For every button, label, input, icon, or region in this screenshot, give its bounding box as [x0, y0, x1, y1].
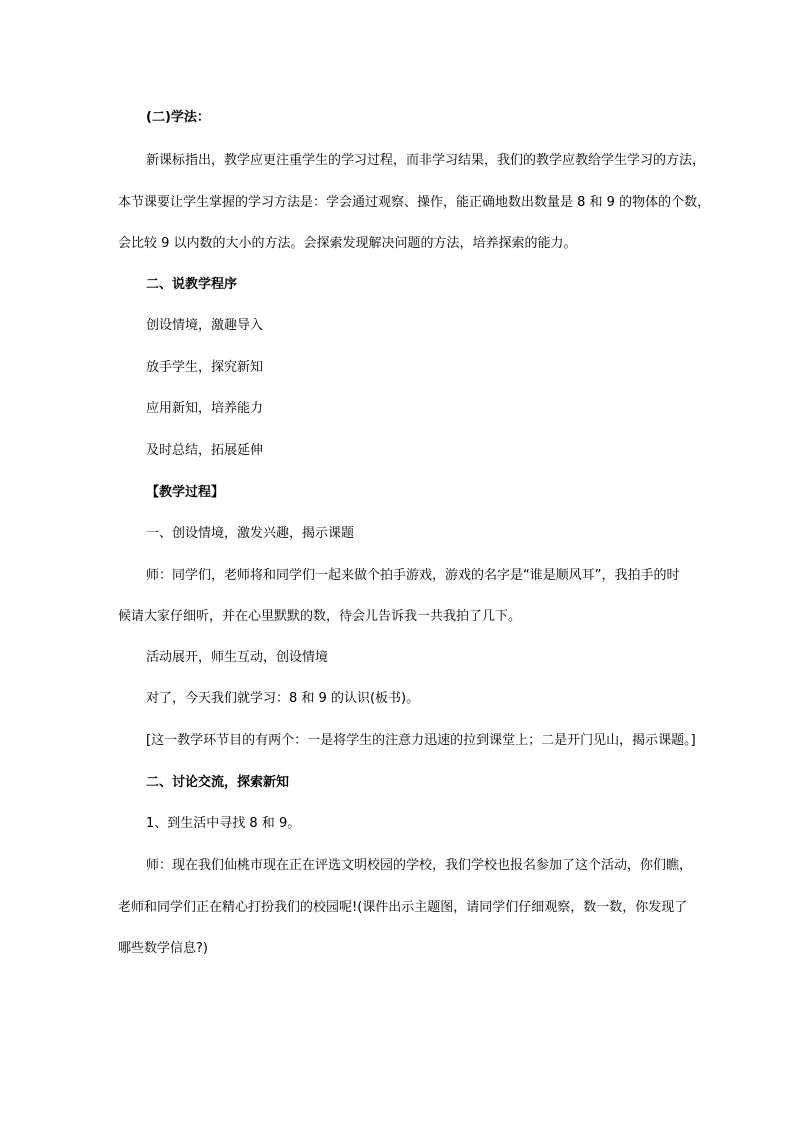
heading-xuefa: (二)学法：: [146, 110, 210, 125]
paragraph-line: 师：同学们，老师将和同学们一起来做个拍手游戏，游戏的名字是“谁是顺风耳”，我拍手的时: [146, 568, 680, 583]
heading-discussion: 二、讨论交流，探索新知: [146, 775, 290, 790]
program-item: 及时总结，拓展延伸: [146, 443, 264, 458]
paragraph-line: 会比较 9 以内数的大小的方法。会探索发现解决问题的方法，培养探索的能力。: [118, 236, 577, 251]
paragraph-line: 新课标指出，教学应更注重学生的学习过程，而非学习结果，我们的教学应教给学生学习的方法，: [146, 153, 706, 168]
paragraph-line: 候请大家仔细听，并在心里默默的数，待会儿告诉我一共我拍了几下。: [118, 609, 522, 624]
paragraph-line: 老师和同学们正在精心打扮我们的校园呢!(课件出示主题图，请同学们仔细观察，数一数，你发现了: [118, 900, 688, 915]
program-item: 放手学生，探究新知: [146, 360, 264, 375]
program-item: 创设情境，激趣导入: [146, 318, 264, 333]
part-title: 一、创设情境，激发兴趣，揭示课题: [146, 526, 355, 541]
paragraph-line: 本节课要让学生掌握的学习方法是：学会通过观察、操作，能正确地数出数量是 8 和 9 的物体的个数，: [118, 195, 711, 210]
heading-program: 二、说教学程序: [146, 277, 238, 292]
activity-line: 活动展开，师生互动，创设情境: [146, 650, 329, 665]
paragraph-line: 师：现在我们仙桃市现在正在评选文明校园的学校，我们学校也报名参加了这个活动，你们瞧，: [146, 858, 693, 873]
today-line: 对了，今天我们就学习：8 和 9 的认识(板书)。: [146, 691, 420, 706]
step-line: 1、到生活中寻找 8 和 9。: [146, 816, 301, 831]
program-item: 应用新知，培养能力: [146, 401, 264, 416]
paragraph-line: 哪些数学信息?): [118, 941, 208, 956]
heading-process: 【教学过程】: [146, 485, 225, 500]
note-line: [这一教学环节目的有两个：一是将学生的注意力迅速的拉到课堂上；二是开门见山，揭示课题。]: [146, 733, 696, 748]
